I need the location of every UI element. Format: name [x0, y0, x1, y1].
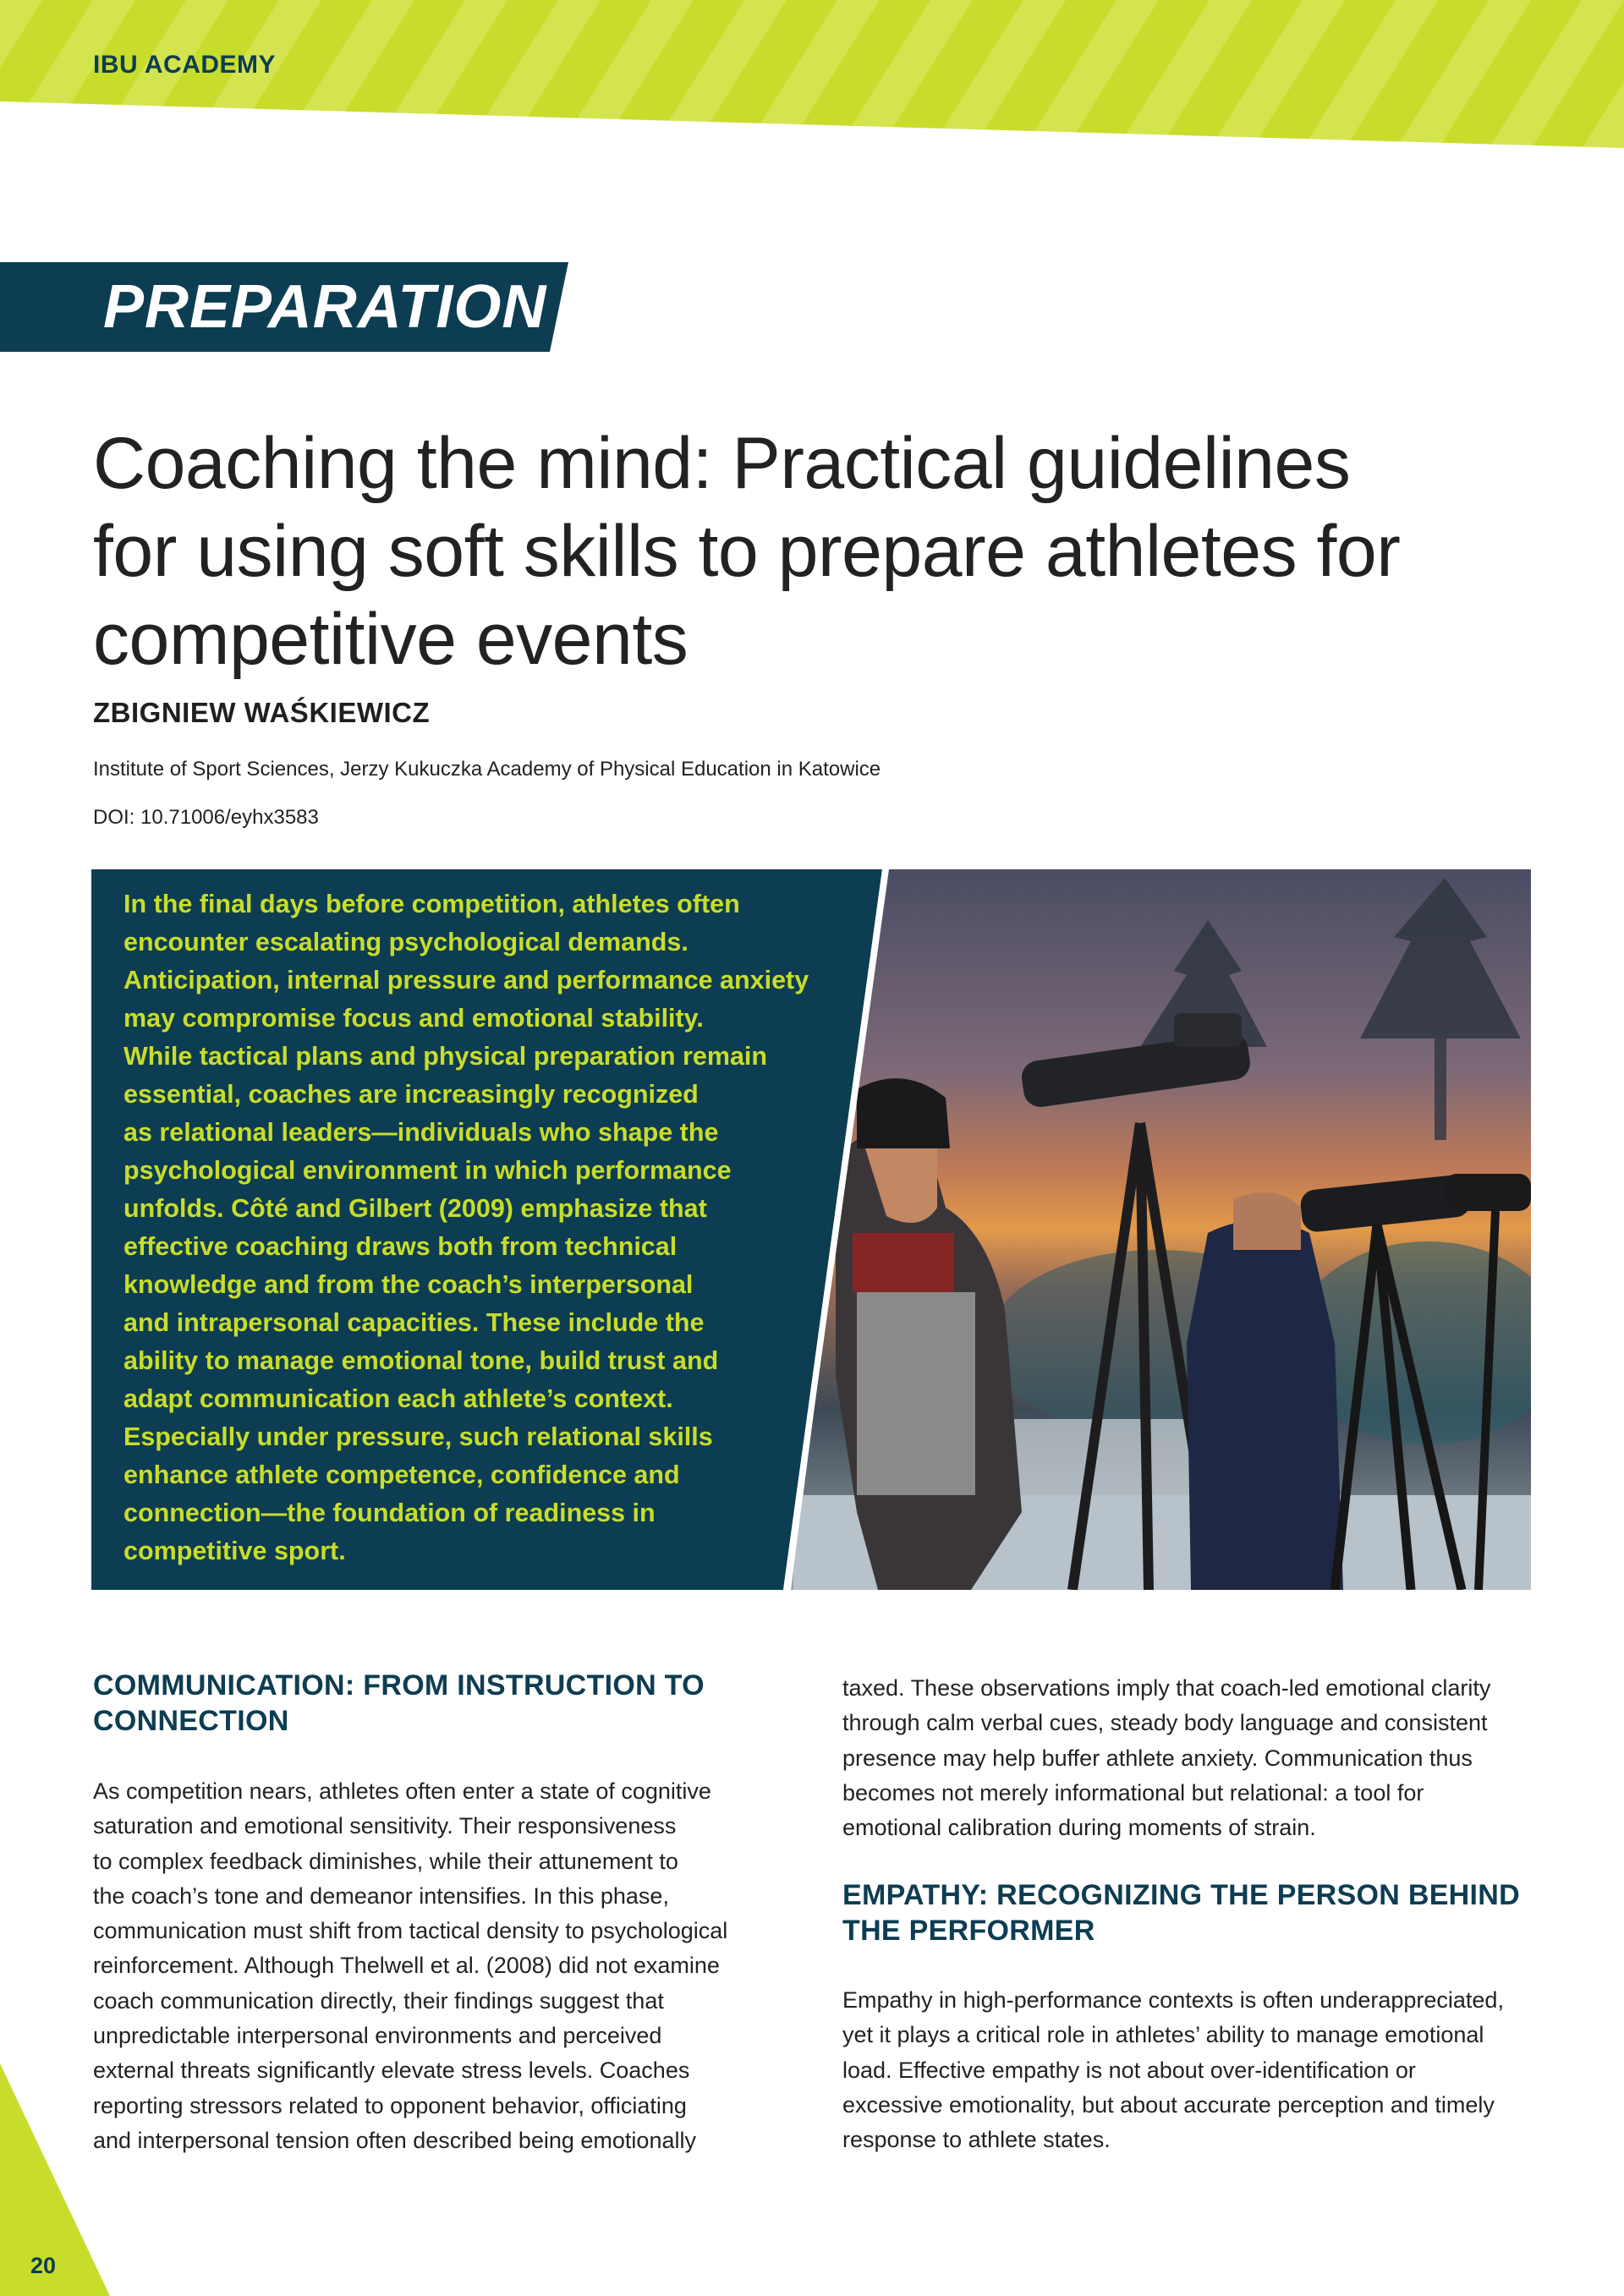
text-line: through calm verbal cues, steady body language and consistent — [842, 1710, 1488, 1736]
intro-line: knowledge and from the coach’s interpersonal — [123, 1270, 694, 1299]
article-title — [93, 419, 1531, 683]
text-line: emotional calibration during moments of strain. — [842, 1815, 1316, 1841]
coaches-photo — [785, 869, 1531, 1590]
title-line: for using soft skills to prepare athletes for — [93, 511, 1401, 592]
author-affiliation: Institute of Sport Sciences, Jerzy Kukuczka Academy of Physical Education in Katowice — [93, 758, 881, 781]
text-line: saturation and emotional sensitivity. Their responsiveness — [93, 1813, 677, 1839]
intro-line: ability to manage emotional tone, build trust and — [123, 1346, 719, 1375]
intro-line: as relational leaders—individuals who shape the — [123, 1118, 719, 1147]
text-line: load. Effective empathy is not about over-identification or — [842, 2057, 1416, 2083]
text-line: external threats significantly elevate stress levels. Coaches — [93, 2058, 690, 2084]
title-line: competitive events — [93, 599, 689, 680]
intro-line: essential, coaches are increasingly recognized — [123, 1080, 699, 1109]
intro-text — [123, 885, 834, 1570]
intro-line: Anticipation, internal pressure and performance anxiety — [123, 966, 809, 995]
author-name: ZBIGNIEW WAŚKIEWICZ — [93, 697, 431, 728]
intro-line: effective coaching draws both from technical — [123, 1232, 678, 1261]
intro-line: Especially under pressure, such relational skills — [123, 1422, 713, 1451]
text-line: taxed. These observations imply that coach-led emotional clarity — [842, 1675, 1491, 1701]
heading-line: EMPATHY: RECOGNIZING THE PERSON BEHIND — [842, 1879, 1520, 1911]
intro-line: unfolds. Côté and Gilbert (2009) emphasize that — [123, 1194, 707, 1223]
heading-line: THE PERFORMER — [842, 1915, 1095, 1947]
section-heading-empathy — [842, 1877, 1561, 1948]
text-line: the coach’s tone and demeanor intensifies. In this phase, — [93, 1882, 669, 1909]
intro-line: enhance athlete competence, confidence and — [123, 1460, 680, 1489]
text-line: coach communication directly, their findings suggest that — [93, 1987, 664, 2014]
text-line: Empathy in high-performance contexts is often underappreciated, — [842, 1987, 1504, 2013]
paragraph-empathy — [842, 1983, 1561, 2157]
brand-logo-text: IBU ACADEMY — [93, 51, 277, 79]
intro-line: and intrapersonal capacities. These include the — [123, 1308, 705, 1337]
text-line: As competition nears, athletes often enter a state of cognitive — [93, 1778, 711, 1804]
title-line: Coaching the mind: Practical guidelines — [93, 423, 1351, 504]
text-line: reinforcement. Although Thelwell et al. (2008) did not examine — [93, 1953, 720, 1979]
heading-line: COMMUNICATION: FROM INSTRUCTION TO — [93, 1669, 705, 1701]
heading-line: CONNECTION — [93, 1705, 289, 1737]
text-line: response to athlete states. — [842, 2127, 1111, 2153]
page-number: 20 — [30, 2253, 57, 2278]
text-line: communication must shift from tactical density to psychological — [93, 1918, 728, 1944]
intro-line: may compromise focus and emotional stability. — [123, 1004, 704, 1033]
text-line: and interpersonal tension often described being emotionally — [93, 2127, 696, 2153]
text-line: unpredictable interpersonal environments and perceived — [93, 2023, 662, 2049]
text-line: excessive emotionality, but about accurate perception and timely — [842, 2091, 1495, 2118]
doi: DOI: 10.71006/eyhx3583 — [93, 806, 319, 829]
paragraph-communication-continued — [842, 1671, 1561, 1845]
intro-line: In the final days before competition, athletes often — [123, 890, 740, 918]
text-line: becomes not merely informational but relational: a tool for — [842, 1779, 1424, 1806]
intro-line: adapt communication each athlete’s context. — [123, 1384, 673, 1413]
section-heading-communication — [93, 1668, 812, 1739]
section-label: PREPARATION — [103, 273, 547, 341]
text-line: yet it plays a critical role in athletes’ ability to manage emotional — [842, 2022, 1484, 2048]
text-line: reporting stressors related to opponent behavior, officiating — [93, 2092, 687, 2118]
intro-line: encounter escalating psychological demands. — [123, 928, 689, 956]
intro-line: While tactical plans and physical preparation remain — [123, 1042, 768, 1071]
text-line: presence may help buffer athlete anxiety. Communication thus — [842, 1745, 1473, 1771]
intro-line: connection—the foundation of readiness in — [123, 1499, 656, 1527]
intro-line: competitive sport. — [123, 1537, 346, 1565]
text-line: to complex feedback diminishes, while their attunement to — [93, 1848, 678, 1874]
intro-line: psychological environment in which performance — [123, 1156, 732, 1185]
paragraph-communication — [93, 1774, 812, 2158]
